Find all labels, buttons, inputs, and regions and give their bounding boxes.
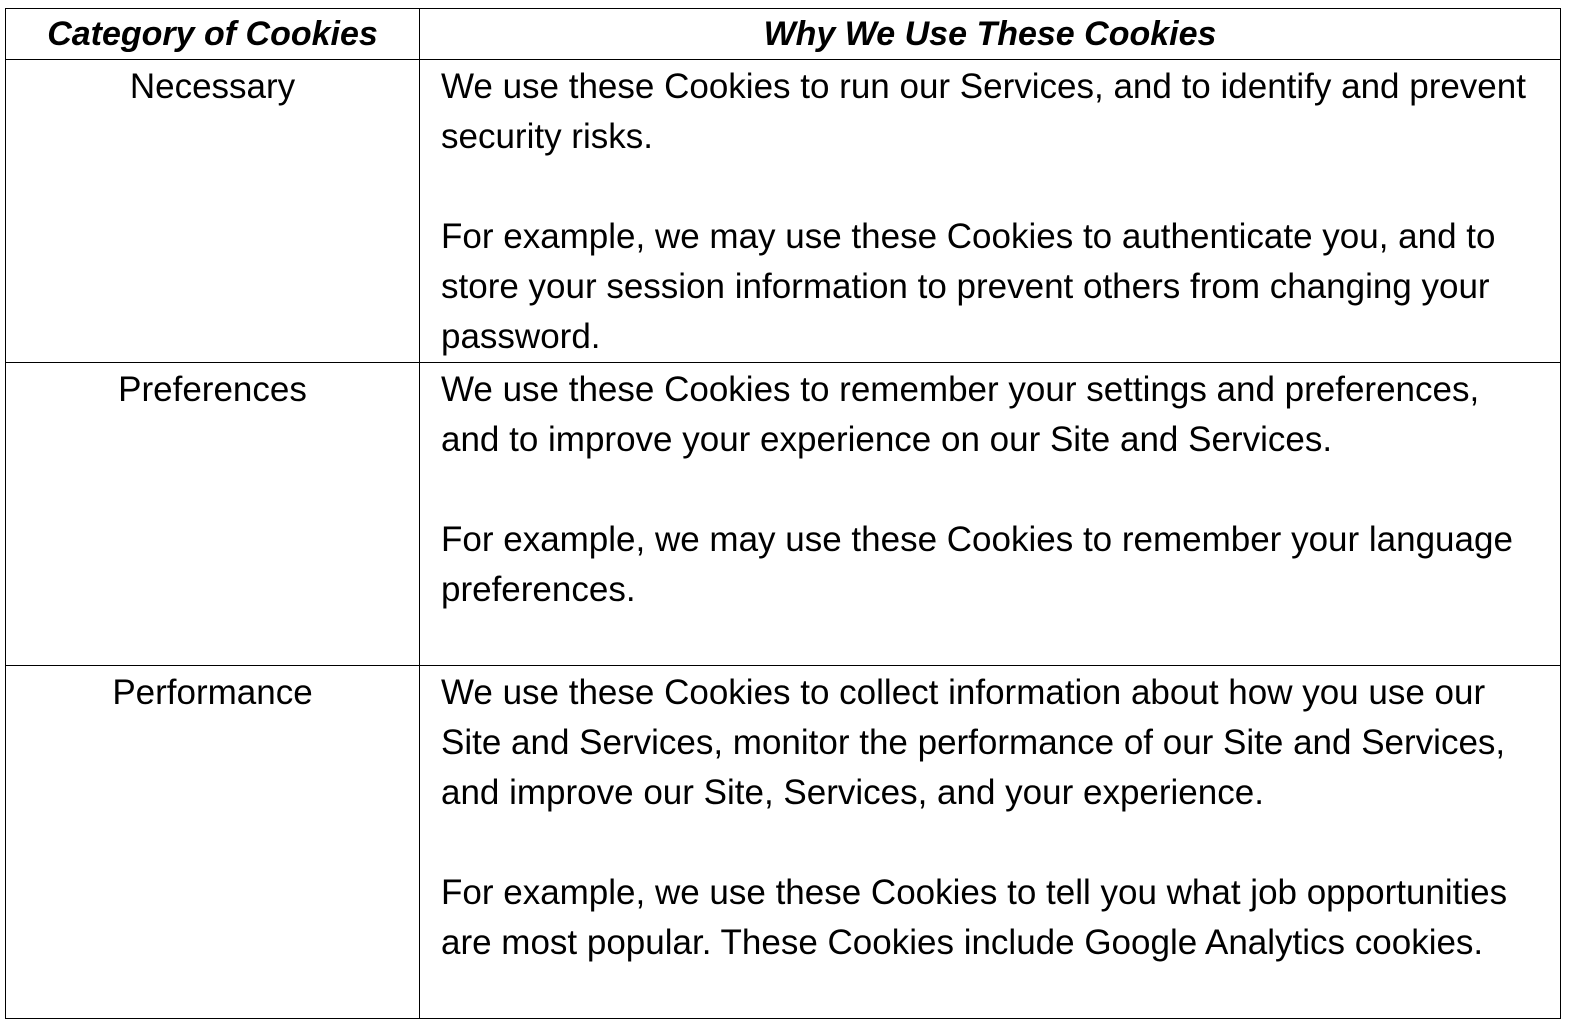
why-paragraph: We use these Cookies to run our Services, and to identify and prevent security risks. <box>441 67 1526 156</box>
table-header-row <box>6 9 1561 60</box>
table-row-performance <box>6 666 1561 1019</box>
category-cell-preferences: Preferences <box>6 363 420 666</box>
why-example-paragraph: For example, we may use these Cookies to authenticate you, and to store your session information to prevent others from changing your password. <box>441 217 1496 356</box>
table-row-preferences <box>6 363 1561 666</box>
why-column-header: Why We Use These Cookies <box>420 9 1561 60</box>
why-cell-necessary <box>420 60 1561 363</box>
category-cell-performance: Performance <box>6 666 420 1019</box>
why-example-paragraph: For example, we may use these Cookies to remember your language preferences. <box>441 520 1513 609</box>
why-cell-performance <box>420 666 1561 1019</box>
why-paragraph: We use these Cookies to collect information about how you use our Site and Services, monitor the performance of our Site and Services, and improve our Site, Services, and your experience. <box>441 673 1506 812</box>
why-paragraph: We use these Cookies to remember your settings and preferences, and to improve your experience on our Site and Services. <box>441 370 1480 459</box>
why-cell-preferences <box>420 363 1561 666</box>
why-example-paragraph: For example, we use these Cookies to tell you what job opportunities are most popular. These Cookies include Google Analytics cookies. <box>441 873 1508 962</box>
cookie-categories-table <box>5 8 1561 1019</box>
category-cell-necessary: Necessary <box>6 60 420 363</box>
category-column-header: Category of Cookies <box>6 9 420 60</box>
table-row-necessary <box>6 60 1561 363</box>
